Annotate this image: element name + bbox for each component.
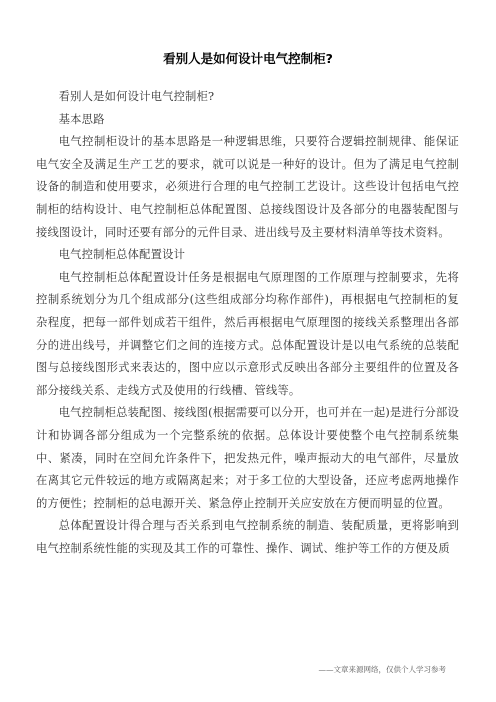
heading-overall-layout: 电气控制柜总体配置设计 [58,248,186,262]
document-title: 看别人是如何设计电气控制柜? [163,51,333,66]
paragraph-design-quality: 总体配置设计得合理与否关系到电气控制系统的制造、装配质量，更将影响到电气控制系统性能的实现及其工作的可靠性、操作、调试、维护等工作的方便及质 [36,519,459,555]
paragraph-assembly-drawing: 电气控制柜总装配图、接线图(根据需要可以分开，也可并在一起)是进行分部设计和协调各部分组成为一个完整系统的依据。总体设计要使整个电气控制系统集中、紧凑，同时在空间允许条件下，把发热元件，噪声振动大的电气部件，尽量放在离其它元件较远的地方或隔离起来；对于多工位的大型设备，还应考虑两地操作的方便性；控制柜的总电源开关、紧急停止控制开关应安放在方便而明显的位置。 [36,406,459,510]
paragraph-basic-idea: 电气控制柜设计的基本思路是一种逻辑思维，只要符合逻辑控制规律、能保证电气安全及满足生产工艺的要求，就可以说是一种好的设计。但为了满足电气控制设备的制造和使用要求，必须进行合理的电气控制工艺设计。这些设计包括电气控制柜的结构设计、电气控制柜总体配置图、总接线图设计及各部分的电器装配图与接线图设计，同时还要有部分的元件目录、进出线号及主要材料清单等技术资料。 [36,135,459,239]
source-note: ——文章来源网络，仅供个人学习参考 [318,665,446,674]
heading-basic-idea: 基本思路 [58,112,105,126]
paragraph-intro: 看别人是如何设计电气控制柜? [58,90,215,103]
paragraph-overall-layout: 电气控制柜总体配置设计任务是根据电气原理图的工作原理与控制要求，先将控制系统划分为几个组成部分(这些组成部分均称作部件)，再根据电气控制柜的复杂程度，把每一部件划成若干组件，然后再根据电气原理图的接线关系整理出各部分的进出线号，并调整它们之间的连接方式。总体配置设计是以电气系统的总装配图与总接线图形式来表达的，图中应以示意形式反映出各部分主要组件的位置及各部分接线关系、走线方式及使用的行线槽、管线等。 [36,270,459,397]
document-body [36,86,459,560]
